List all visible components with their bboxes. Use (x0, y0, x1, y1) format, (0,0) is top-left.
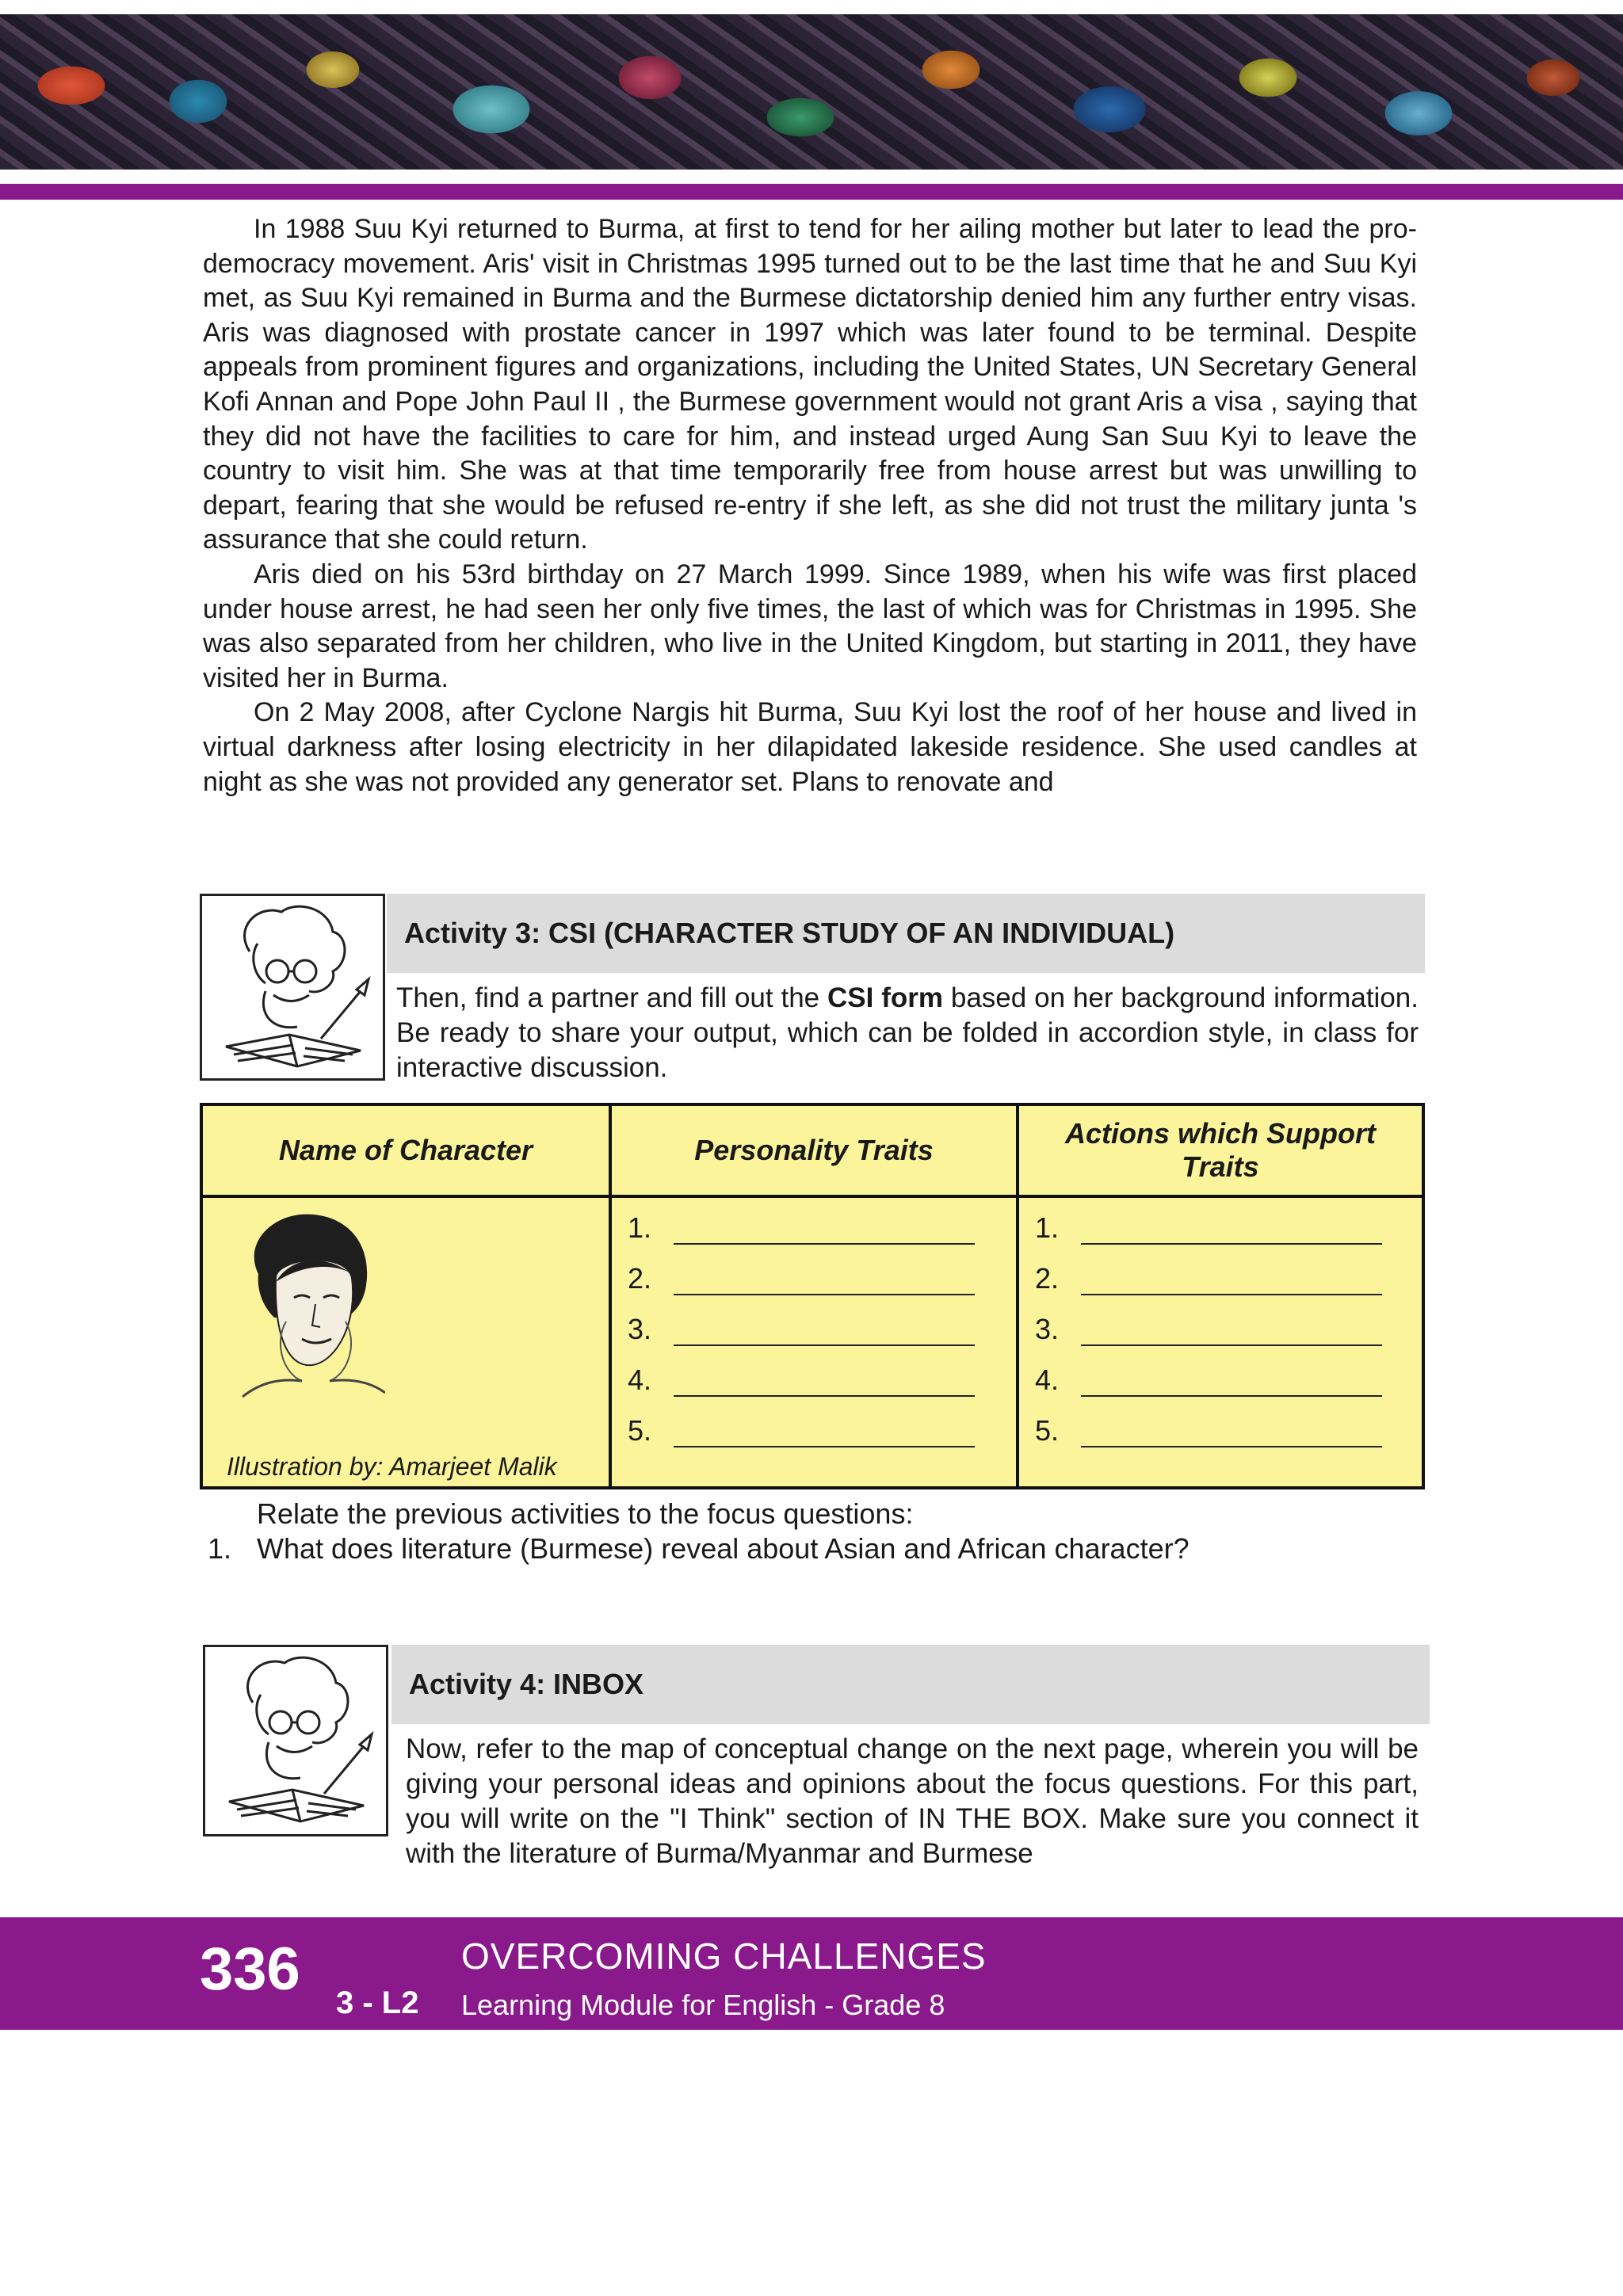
list-number: 1. (628, 1211, 652, 1244)
header-rule (0, 184, 1623, 200)
focus-question: What does literature (Burmese) reveal about Asian and African character? (257, 1532, 1190, 1565)
focus-intro: Relate the previous activities to the focus questions: (257, 1497, 914, 1530)
activity-3-instruction (396, 981, 1419, 1085)
activity-4-instruction: Now, refer to the map of conceptual change on the next page, wherein you will be giving your personal ideas and opinions about the focus questions. For this part, you will write on the "I Think" section of IN THE BOX. Make sure you connect it with the literature of Burma/Myanmar and Burmese (406, 1733, 1419, 1869)
action-line[interactable] (1035, 1304, 1422, 1355)
answer-blank[interactable] (674, 1211, 975, 1245)
list-number: 5. (628, 1414, 652, 1447)
answer-blank[interactable] (674, 1313, 975, 1346)
answer-blank[interactable] (1081, 1363, 1382, 1397)
list-number: 5. (1035, 1414, 1060, 1447)
answer-blank[interactable] (674, 1414, 975, 1447)
column-header-name: Name of Character (203, 1106, 612, 1198)
module-title: OVERCOMING CHALLENGES (461, 1936, 987, 1977)
column-header-actions: Actions which Support Traits (1019, 1106, 1422, 1198)
action-line[interactable] (1035, 1405, 1422, 1456)
answer-blank[interactable] (1081, 1262, 1382, 1295)
trait-line[interactable] (628, 1304, 1016, 1355)
answer-blank[interactable] (674, 1262, 975, 1295)
answer-blank[interactable] (1081, 1211, 1382, 1245)
character-cell (203, 1198, 612, 1486)
focus-question-number: 1. (208, 1532, 232, 1565)
page-footer (0, 1917, 1623, 2030)
list-number: 3. (1035, 1313, 1060, 1345)
instruction-bold-text: CSI form (827, 982, 943, 1013)
trait-line[interactable] (628, 1405, 1016, 1456)
action-line[interactable] (1035, 1355, 1422, 1405)
list-number: 2. (628, 1262, 652, 1295)
page-number: 336 (200, 1936, 300, 2003)
list-number: 4. (628, 1363, 652, 1396)
answer-blank[interactable] (1081, 1414, 1382, 1447)
activity-4-title: Activity 4: INBOX (391, 1645, 1430, 1724)
module-code: 3 - L2 (336, 1985, 419, 2020)
activity-3-title: Activity 3: CSI (CHARACTER STUDY OF AN INDIVIDUAL) (387, 894, 1425, 973)
student-reading-illustration (203, 1645, 388, 1836)
action-line[interactable] (1035, 1203, 1422, 1253)
instruction-text: based on her background information. Be ready to share your output, which can be folded in accordion style, in class for interactive discussion. (396, 982, 1419, 1083)
trait-line[interactable] (628, 1203, 1016, 1253)
portrait-illustration (227, 1203, 385, 1401)
student-reading-illustration (200, 894, 385, 1081)
answer-blank[interactable] (674, 1363, 975, 1397)
list-number: 1. (1035, 1211, 1060, 1244)
column-header-traits: Personality Traits (612, 1106, 1019, 1198)
trait-line[interactable] (628, 1253, 1016, 1304)
trait-line[interactable] (628, 1355, 1016, 1405)
action-line[interactable] (1035, 1253, 1422, 1304)
header-banner-image (0, 14, 1623, 170)
module-subtitle: Learning Module for English - Grade 8 (461, 1989, 945, 2021)
paragraph: In 1988 Suu Kyi returned to Burma, at first to tend for her ailing mother but later to lead the pro-democracy movement. Aris' visit in Christmas 1995 turned out to be the last time that he and Suu Kyi met, as Suu Kyi remained in Burma and the Burmese dictatorship denied him any further entry visas. Aris was diagnosed with prostate cancer in 1997 which was later found to be terminal. Despite appeals from prominent figures and organizations, including the United States, UN Secretary General Kofi Annan and Pope John Paul II , the Burmese government would not grant Aris a visa , saying that they did not have the facilities to care for him, and instead urged Aung San Suu Kyi to leave the country to visit him. She was at that time temporarily free from house arrest but was unwilling to depart, fearing that she would be refused re-entry if she left, as she did not trust the military junta 's assurance that she could return. (203, 214, 1417, 555)
csi-form-table (200, 1103, 1425, 1489)
illustration-credit: Illustration by: Amarjeet Malik (227, 1452, 557, 1481)
list-number: 4. (1035, 1363, 1060, 1396)
instruction-text: Then, find a partner and fill out the (396, 982, 827, 1013)
answer-blank[interactable] (1081, 1313, 1382, 1346)
supporting-actions-cell (1019, 1198, 1422, 1486)
personality-traits-cell (612, 1198, 1019, 1486)
paragraph: Aris died on his 53rd birthday on 27 March 1999. Since 1989, when his wife was first placed under house arrest, he had seen her only five times, the last of which was for Christmas in 1995. She was also separated from her children, who live in the United Kingdom, but starting in 2011, they have visited her in Burma. (203, 559, 1417, 693)
list-number: 2. (1035, 1262, 1060, 1295)
list-number: 3. (628, 1313, 652, 1345)
body-text (203, 212, 1417, 799)
paragraph: On 2 May 2008, after Cyclone Nargis hit Burma, Suu Kyi lost the roof of her house and lived in virtual darkness after losing electricity in her dilapidated lakeside residence. She used candles at night as she was not provided any generator set. Plans to renovate and (203, 697, 1417, 797)
